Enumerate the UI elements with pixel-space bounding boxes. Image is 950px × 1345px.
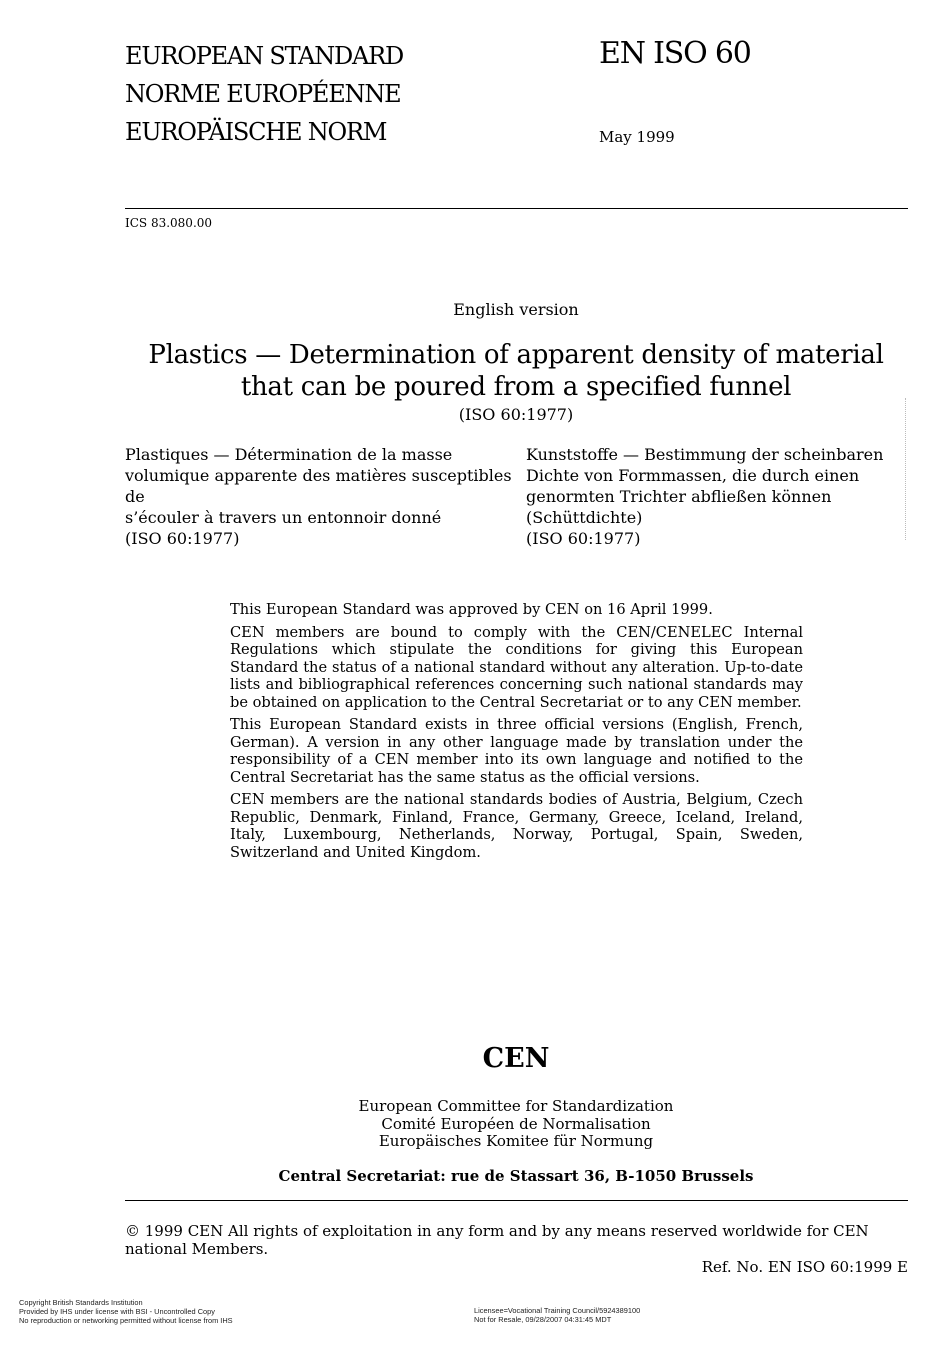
- iso-reference: (ISO 60:1977): [458, 405, 574, 424]
- provider-line: Provided by IHS under license with BSI - Uncontrolled Copy: [19, 1307, 215, 1317]
- approval-paragraph: This European Standard was approved by CEN on 16 April 1999.: [230, 601, 713, 618]
- french-title: [125, 444, 515, 549]
- members-paragraph: CEN members are the national standards bodies of Austria, Belgium, Czech Republic, Denmark, Finland, France, Germany, Greece, Iceland, Ireland, Italy, Luxembourg, Netherlands, Norway, Portugal, Spain, Sweden, Switzerland and United Kingdom.: [230, 791, 803, 861]
- reference-number: Ref. No. EN ISO 60:1999 E: [701, 1258, 908, 1276]
- publication-date: May 1999: [599, 128, 675, 146]
- provider-line: No reproduction or networking permitted without license from IHS: [19, 1316, 233, 1326]
- german-title-line: (ISO 60:1977): [526, 529, 641, 548]
- french-title-line: (ISO 60:1977): [125, 529, 240, 548]
- german-title-line: Dichte von Formmassen, die durch einen: [526, 466, 860, 485]
- provider-line: Copyright British Standards Institution: [19, 1298, 143, 1307]
- french-title-line: s’écouler à travers un entonnoir donné: [125, 508, 442, 527]
- german-title: [526, 444, 916, 549]
- cen-name-german: Europäisches Komitee für Normung: [378, 1132, 654, 1150]
- standard-code: EN ISO 60: [599, 36, 751, 71]
- german-title-line: Kunststoffe — Bestimmung der scheinbaren: [526, 445, 884, 464]
- version-label: English version: [453, 300, 579, 319]
- licensee-line: Licensee=Vocational Training Council/5924389100: [474, 1306, 641, 1315]
- ics-code: ICS 83.080.00: [125, 216, 213, 230]
- margin-mark: [905, 398, 906, 540]
- german-title-line: genormten Trichter abfließen können: [526, 487, 832, 506]
- footer-divider: [125, 1200, 908, 1201]
- secretariat-address: Central Secretariat: rue de Stassart 36, B-1050 Brussels: [278, 1167, 754, 1185]
- cen-name-french: Comité Européen de Normalisation: [381, 1114, 651, 1133]
- designation-french: NORME EUROPÉENNE: [125, 80, 401, 108]
- regulations-paragraph: CEN members are bound to comply with the CEN/CENELEC Internal Regulations which stipulate the conditions for giving this European Standard the status of a national standard without any alteration. Up-to-date lists and bibliographical references concerning such national standards may be obtained on application to the Central Secretariat or to any CEN member.: [230, 623, 803, 711]
- cen-logo: CEN: [482, 1043, 550, 1074]
- document-title: Plastics — Determination of apparent density of material that can be poured from a specified funnel: [148, 340, 884, 402]
- copyright-notice: © 1999 CEN All rights of exploitation in any form and by any means reserved worldwide for CEN national Members.: [125, 1222, 869, 1258]
- provider-notice: [19, 1298, 233, 1326]
- licensee-line: Not for Resale, 09/28/2007 04:31:45 MDT: [474, 1315, 612, 1325]
- french-title-line: Plastiques — Détermination de la masse: [125, 445, 453, 464]
- designation-german: EUROPÄISCHE NORM: [125, 118, 387, 146]
- cen-names: [0, 1098, 950, 1151]
- versions-paragraph: This European Standard exists in three official versions (English, French, German). A version in any other language made by translation under the responsibility of a CEN member into its own language and notified to the Central Secretariat has the same status as the official versions.: [230, 716, 803, 786]
- header-divider: [125, 208, 908, 209]
- cen-name-english: European Committee for Standardization: [358, 1097, 674, 1115]
- licensee-notice: [474, 1306, 640, 1324]
- french-title-line: volumique apparente des matières susceptibles de: [125, 466, 512, 506]
- german-title-line: (Schüttdichte): [526, 508, 643, 527]
- designation-english: EUROPEAN STANDARD: [125, 42, 404, 70]
- approval-text: [230, 601, 803, 866]
